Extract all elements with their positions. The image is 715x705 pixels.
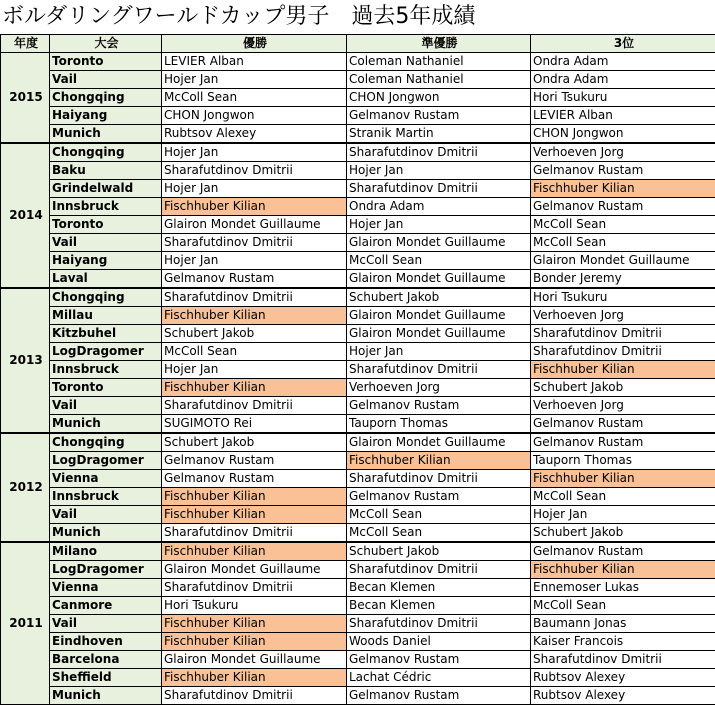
winner-cell: Hojer Jan (162, 361, 347, 379)
venue-cell: Kitzbuhel (50, 325, 162, 343)
winner-cell: Gelmanov Rustam (162, 270, 347, 289)
venue-cell: Innsbruck (50, 198, 162, 216)
winner-cell: Sharafutdinov Dmitrii (162, 579, 347, 597)
venue-cell: Innsbruck (50, 488, 162, 506)
table-row (1, 53, 715, 71)
third-place-cell: LEVIER Alban (531, 107, 715, 125)
table-row (1, 125, 715, 144)
header-third: 3位 (531, 35, 715, 53)
third-place-cell: Rubtsov Alexey (531, 669, 715, 687)
runner-up-cell: Coleman Nathaniel (347, 53, 531, 71)
table-row (1, 651, 715, 669)
table-row (1, 270, 715, 289)
table-row (1, 615, 715, 633)
venue-cell: Chongqing (50, 89, 162, 107)
winner-cell: Sharafutdinov Dmitrii (162, 234, 347, 252)
table-row (1, 216, 715, 234)
third-place-cell: Gelmanov Rustam (531, 542, 715, 561)
runner-up-cell: Lachat Cédric (347, 669, 531, 687)
venue-cell: Haiyang (50, 252, 162, 270)
table-row (1, 234, 715, 252)
table-row (1, 288, 715, 307)
venue-cell: Vienna (50, 579, 162, 597)
header-venue: 大会 (50, 35, 162, 53)
venue-cell: Chongqing (50, 433, 162, 452)
table-row (1, 452, 715, 470)
table-row (1, 89, 715, 107)
table-row (1, 542, 715, 561)
winner-cell: Sharafutdinov Dmitrii (162, 288, 347, 307)
venue-cell: Vail (50, 615, 162, 633)
third-place-cell: Schubert Jakob (531, 379, 715, 397)
winner-cell: Fischhuber Kilian (162, 379, 347, 397)
winner-cell: Sharafutdinov Dmitrii (162, 397, 347, 415)
venue-cell: Toronto (50, 379, 162, 397)
year-cell: 2013 (1, 288, 50, 433)
winner-cell: Fischhuber Kilian (162, 307, 347, 325)
venue-cell: Munich (50, 687, 162, 705)
third-place-cell: Gelmanov Rustam (531, 162, 715, 180)
runner-up-cell: Becan Klemen (347, 579, 531, 597)
header-row (1, 35, 715, 53)
runner-up-cell: Glairon Mondet Guillaume (347, 307, 531, 325)
header-year: 年度 (1, 35, 50, 53)
results-body (1, 53, 715, 705)
table-row (1, 343, 715, 361)
third-place-cell: Fischhuber Kilian (531, 561, 715, 579)
venue-cell: Munich (50, 524, 162, 543)
venue-cell: Haiyang (50, 107, 162, 125)
runner-up-cell: Gelmanov Rustam (347, 687, 531, 705)
winner-cell: Hojer Jan (162, 143, 347, 162)
runner-up-cell: Sharafutdinov Dmitrii (347, 470, 531, 488)
runner-up-cell: CHON Jongwon (347, 89, 531, 107)
table-row (1, 687, 715, 705)
runner-up-cell: Gelmanov Rustam (347, 651, 531, 669)
third-place-cell: Hojer Jan (531, 506, 715, 524)
venue-cell: Chongqing (50, 143, 162, 162)
winner-cell: CHON Jongwon (162, 107, 347, 125)
venue-cell: Baku (50, 162, 162, 180)
table-row (1, 597, 715, 615)
table-row (1, 397, 715, 415)
table-row (1, 252, 715, 270)
table-row (1, 143, 715, 162)
runner-up-cell: Woods Daniel (347, 633, 531, 651)
third-place-cell: Fischhuber Kilian (531, 361, 715, 379)
winner-cell: Fischhuber Kilian (162, 506, 347, 524)
third-place-cell: CHON Jongwon (531, 125, 715, 144)
winner-cell: Fischhuber Kilian (162, 488, 347, 506)
venue-cell: Toronto (50, 53, 162, 71)
table-row (1, 379, 715, 397)
runner-up-cell: Hojer Jan (347, 162, 531, 180)
runner-up-cell: Glairon Mondet Guillaume (347, 433, 531, 452)
winner-cell: Schubert Jakob (162, 433, 347, 452)
third-place-cell: Gelmanov Rustam (531, 415, 715, 434)
runner-up-cell: Tauporn Thomas (347, 415, 531, 434)
winner-cell: Glairon Mondet Guillaume (162, 651, 347, 669)
winner-cell: Fischhuber Kilian (162, 198, 347, 216)
winner-cell: Hojer Jan (162, 252, 347, 270)
header-second: 準優勝 (347, 35, 531, 53)
winner-cell: Rubtsov Alexey (162, 125, 347, 144)
table-row (1, 561, 715, 579)
venue-cell: Toronto (50, 216, 162, 234)
venue-cell: Chongqing (50, 288, 162, 307)
venue-cell: Milano (50, 542, 162, 561)
winner-cell: Glairon Mondet Guillaume (162, 561, 347, 579)
venue-cell: LogDragomer (50, 452, 162, 470)
winner-cell: Hojer Jan (162, 71, 347, 89)
venue-cell: Eindhoven (50, 633, 162, 651)
page-title: ボルダリングワールドカップ男子 過去5年成績 (0, 0, 715, 34)
year-cell: 2014 (1, 143, 50, 288)
runner-up-cell: Ondra Adam (347, 198, 531, 216)
third-place-cell: Baumann Jonas (531, 615, 715, 633)
table-row (1, 415, 715, 434)
third-place-cell: Gelmanov Rustam (531, 198, 715, 216)
winner-cell: Gelmanov Rustam (162, 470, 347, 488)
winner-cell: Fischhuber Kilian (162, 633, 347, 651)
runner-up-cell: Fischhuber Kilian (347, 452, 531, 470)
winner-cell: Gelmanov Rustam (162, 452, 347, 470)
third-place-cell: Sharafutdinov Dmitrii (531, 651, 715, 669)
winner-cell: Fischhuber Kilian (162, 669, 347, 687)
winner-cell: Fischhuber Kilian (162, 615, 347, 633)
runner-up-cell: Gelmanov Rustam (347, 488, 531, 506)
venue-cell: Innsbruck (50, 361, 162, 379)
table-row (1, 488, 715, 506)
runner-up-cell: Glairon Mondet Guillaume (347, 325, 531, 343)
third-place-cell: McColl Sean (531, 216, 715, 234)
third-place-cell: Ondra Adam (531, 71, 715, 89)
table-row (1, 579, 715, 597)
header-first: 優勝 (162, 35, 347, 53)
runner-up-cell: Schubert Jakob (347, 288, 531, 307)
venue-cell: Munich (50, 415, 162, 434)
runner-up-cell: Sharafutdinov Dmitrii (347, 615, 531, 633)
table-row (1, 71, 715, 89)
runner-up-cell: Sharafutdinov Dmitrii (347, 561, 531, 579)
third-place-cell: Sharafutdinov Dmitrii (531, 325, 715, 343)
runner-up-cell: Hojer Jan (347, 343, 531, 361)
runner-up-cell: Glairon Mondet Guillaume (347, 270, 531, 289)
runner-up-cell: McColl Sean (347, 506, 531, 524)
table-row (1, 524, 715, 543)
third-place-cell: Hori Tsukuru (531, 89, 715, 107)
third-place-cell: Ondra Adam (531, 53, 715, 71)
venue-cell: Sheffield (50, 669, 162, 687)
third-place-cell: Tauporn Thomas (531, 452, 715, 470)
table-row (1, 361, 715, 379)
venue-cell: Barcelona (50, 651, 162, 669)
third-place-cell: Kaiser Francois (531, 633, 715, 651)
winner-cell: Hojer Jan (162, 180, 347, 198)
table-row (1, 433, 715, 452)
third-place-cell: Bonder Jeremy (531, 270, 715, 289)
third-place-cell: McColl Sean (531, 234, 715, 252)
third-place-cell: Glairon Mondet Guillaume (531, 252, 715, 270)
winner-cell: Glairon Mondet Guillaume (162, 216, 347, 234)
third-place-cell: Fischhuber Kilian (531, 180, 715, 198)
year-cell: 2012 (1, 433, 50, 542)
table-row (1, 180, 715, 198)
runner-up-cell: Glairon Mondet Guillaume (347, 234, 531, 252)
third-place-cell: Verhoeven Jorg (531, 397, 715, 415)
table-row (1, 162, 715, 180)
table-row (1, 669, 715, 687)
table-row (1, 198, 715, 216)
year-cell: 2015 (1, 53, 50, 144)
winner-cell: Sharafutdinov Dmitrii (162, 162, 347, 180)
year-cell: 2011 (1, 542, 50, 705)
winner-cell: Fischhuber Kilian (162, 542, 347, 561)
runner-up-cell: Gelmanov Rustam (347, 107, 531, 125)
venue-cell: Vail (50, 397, 162, 415)
winner-cell: SUGIMOTO Rei (162, 415, 347, 434)
table-row (1, 107, 715, 125)
venue-cell: Laval (50, 270, 162, 289)
winner-cell: Sharafutdinov Dmitrii (162, 524, 347, 543)
winner-cell: McColl Sean (162, 89, 347, 107)
runner-up-cell: Hojer Jan (347, 216, 531, 234)
table-row (1, 325, 715, 343)
third-place-cell: McColl Sean (531, 597, 715, 615)
table-row (1, 470, 715, 488)
table-row (1, 307, 715, 325)
third-place-cell: Gelmanov Rustam (531, 433, 715, 452)
venue-cell: Vail (50, 506, 162, 524)
venue-cell: Vail (50, 234, 162, 252)
winner-cell: Sharafutdinov Dmitrii (162, 687, 347, 705)
third-place-cell: Verhoeven Jorg (531, 143, 715, 162)
venue-cell: Millau (50, 307, 162, 325)
table-row (1, 506, 715, 524)
venue-cell: Canmore (50, 597, 162, 615)
venue-cell: Vail (50, 71, 162, 89)
table-row (1, 633, 715, 651)
venue-cell: LogDragomer (50, 561, 162, 579)
third-place-cell: Verhoeven Jorg (531, 307, 715, 325)
winner-cell: Hori Tsukuru (162, 597, 347, 615)
runner-up-cell: Sharafutdinov Dmitrii (347, 361, 531, 379)
third-place-cell: Schubert Jakob (531, 524, 715, 543)
runner-up-cell: Stranik Martin (347, 125, 531, 144)
third-place-cell: McColl Sean (531, 488, 715, 506)
winner-cell: Schubert Jakob (162, 325, 347, 343)
venue-cell: Munich (50, 125, 162, 144)
runner-up-cell: Sharafutdinov Dmitrii (347, 180, 531, 198)
runner-up-cell: Coleman Nathaniel (347, 71, 531, 89)
venue-cell: LogDragomer (50, 343, 162, 361)
runner-up-cell: McColl Sean (347, 524, 531, 543)
third-place-cell: Fischhuber Kilian (531, 470, 715, 488)
runner-up-cell: Verhoeven Jorg (347, 379, 531, 397)
venue-cell: Vienna (50, 470, 162, 488)
venue-cell: Grindelwald (50, 180, 162, 198)
third-place-cell: Hori Tsukuru (531, 288, 715, 307)
winner-cell: McColl Sean (162, 343, 347, 361)
third-place-cell: Rubtsov Alexey (531, 687, 715, 705)
third-place-cell: Ennemoser Lukas (531, 579, 715, 597)
runner-up-cell: Schubert Jakob (347, 542, 531, 561)
runner-up-cell: Gelmanov Rustam (347, 397, 531, 415)
runner-up-cell: Sharafutdinov Dmitrii (347, 143, 531, 162)
results-table (0, 34, 715, 705)
runner-up-cell: Becan Klemen (347, 597, 531, 615)
winner-cell: LEVIER Alban (162, 53, 347, 71)
runner-up-cell: McColl Sean (347, 252, 531, 270)
third-place-cell: Sharafutdinov Dmitrii (531, 343, 715, 361)
